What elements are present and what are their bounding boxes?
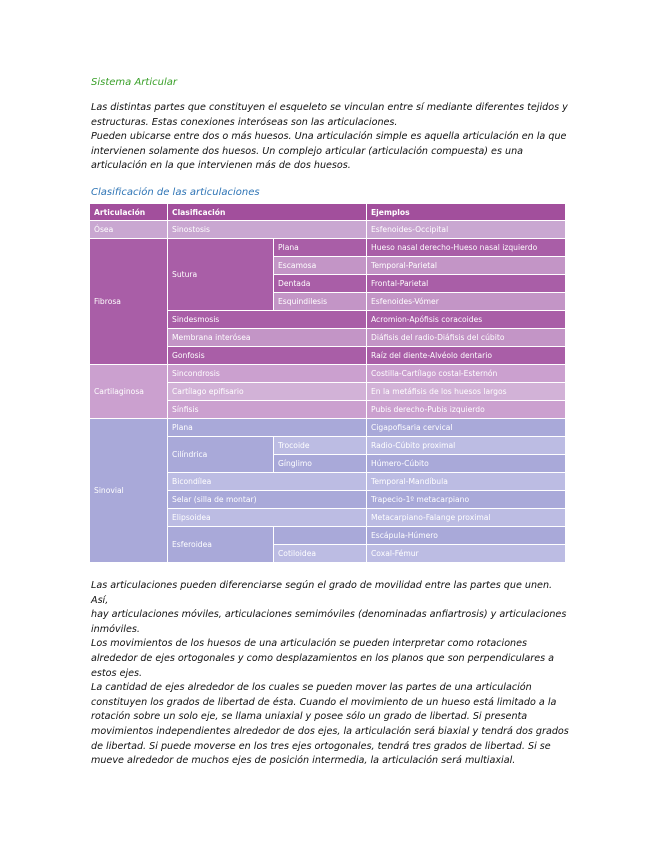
example-cell: Cigapofisaria cervical: [367, 419, 566, 437]
class-cell: Cartílago epifisario: [168, 383, 367, 401]
example-cell: Pubis derecho-Pubis izquierdo: [367, 401, 566, 419]
outro-line: de libertad. Si puede moverse en los tres ejes ortogonales, tendrá tres grados de libertad. Si se: [91, 740, 551, 752]
subclass-cell: [274, 527, 367, 545]
class-cell: Sinostosis: [168, 221, 367, 239]
table-row: [90, 419, 566, 437]
example-cell: Trapecio-1º metacarpiano: [367, 491, 566, 509]
outro-line: mueve alrededor de muchos ejes de posición intermedia, la articulación será multiaxial.: [91, 755, 516, 767]
intro-line: estructuras. Estas conexiones interóseas son las articulaciones.: [91, 116, 398, 128]
outro-line: alrededor de ejes ortogonales y como desplazamientos en los planos que son perpendiculares a: [91, 652, 555, 664]
subclass-cell: Trocoide: [274, 437, 367, 455]
outro-line: inmóviles.: [91, 623, 140, 635]
class-sutura: Sutura: [168, 239, 274, 311]
example-cell: Diáfisis del radio-Diáfisis del cúbito: [367, 329, 566, 347]
table-row: [90, 365, 566, 383]
example-cell: Acromion-Apófisis coracoides: [367, 311, 566, 329]
subclass-cell: Cotiloidea: [274, 545, 367, 563]
table-caption: Clasificación de las articulaciones: [91, 187, 260, 198]
outro-line: La cantidad de ejes alrededor de los cuales se pueden mover las partes de una articulación: [91, 682, 532, 694]
outro-line: hay articulaciones móviles, articulaciones semimóviles (denominadas anfiartrosis) y articulaciones: [91, 609, 567, 621]
example-cell: Escápula-Húmero: [367, 527, 566, 545]
class-cell: Plana: [168, 419, 367, 437]
outro-line: Los movimientos de los huesos de una articulación se pueden interpretar como rotaciones: [91, 638, 528, 650]
subclass-cell: Escamosa: [274, 257, 367, 275]
example-cell: Húmero-Cúbito: [367, 455, 566, 473]
example-cell: Metacarpiano-Falange proximal: [367, 509, 566, 527]
class-cell: Selar (silla de montar): [168, 491, 367, 509]
class-esferoidea: Esferoidea: [168, 527, 274, 563]
class-cilindrica: Cilíndrica: [168, 437, 274, 473]
type-osea: Ósea: [90, 221, 168, 239]
document-title: Sistema Articular: [91, 77, 177, 88]
articulations-table: [89, 203, 566, 563]
outro-line: Las articulaciones pueden diferenciarse según el grado de movilidad entre las partes que unen. Así,: [91, 580, 553, 606]
subclass-cell: Dentada: [274, 275, 367, 293]
outro-line: movimientos independientes alrededor de dos ejes, la articulación será biaxial y tendrá dos grados: [91, 725, 569, 737]
example-cell: Esfenoides-Vómer: [367, 293, 566, 311]
subclass-cell: Gínglimo: [274, 455, 367, 473]
outro-paragraph: [91, 579, 569, 769]
example-cell: Frontal-Parietal: [367, 275, 566, 293]
header-articulacion: Articulación: [90, 204, 168, 221]
intro-paragraph: [91, 101, 569, 174]
intro-line: Las distintas partes que constituyen el esqueleto se vinculan entre sí mediante diferentes tejidos y: [91, 102, 568, 113]
header-ejemplos: Ejemplos: [367, 204, 566, 221]
example-cell: En la metáfisis de los huesos largos: [367, 383, 566, 401]
class-cell: Sindesmosis: [168, 311, 367, 329]
class-cell: Gonfosis: [168, 347, 367, 365]
outro-line: estos ejes.: [91, 667, 143, 679]
subclass-cell: Plana: [274, 239, 367, 257]
intro-line: intervienen solamente dos huesos. Un complejo articular (articulación compuesta) es una: [91, 145, 524, 157]
table-row: [90, 221, 566, 239]
example-cell: Temporal-Parietal: [367, 257, 566, 275]
class-cell: Sínfisis: [168, 401, 367, 419]
example-cell: Radio-Cúbito proximal: [367, 437, 566, 455]
type-sinovial: Sinovial: [90, 419, 168, 563]
class-cell: Sincondrosis: [168, 365, 367, 383]
intro-line: articulación en la que intervienen más de dos huesos.: [91, 160, 351, 172]
table-header-row: [90, 204, 566, 221]
type-fibrosa: Fibrosa: [90, 239, 168, 365]
type-cartilaginosa: Cartilaginosa: [90, 365, 168, 419]
example-cell: Esfenoides-Occipital: [367, 221, 566, 239]
header-clasificacion: Clasificación: [168, 204, 367, 221]
outro-line: rotación sobre un solo eje, se llama uniaxial y posee sólo un grado de libertad. Si presenta: [91, 711, 528, 723]
table-row: [90, 239, 566, 257]
example-cell: Costilla-Cartílago costal-Esternón: [367, 365, 566, 383]
class-cell: Bicondílea: [168, 473, 367, 491]
example-cell: Hueso nasal derecho-Hueso nasal izquierdo: [367, 239, 566, 257]
intro-line: Pueden ubicarse entre dos o más huesos. Una articulación simple es aquella articulación en la que: [91, 131, 567, 143]
subclass-cell: Esquindilesis: [274, 293, 367, 311]
class-cell: Elipsoidea: [168, 509, 367, 527]
class-cell: Membrana interósea: [168, 329, 367, 347]
example-cell: Raíz del diente-Alvéolo dentario: [367, 347, 566, 365]
example-cell: Coxal-Fémur: [367, 545, 566, 563]
outro-line: constituyen los grados de libertad de ésta. Cuando el movimiento de un hueso está limitado a la: [91, 696, 557, 708]
example-cell: Temporal-Mandíbula: [367, 473, 566, 491]
